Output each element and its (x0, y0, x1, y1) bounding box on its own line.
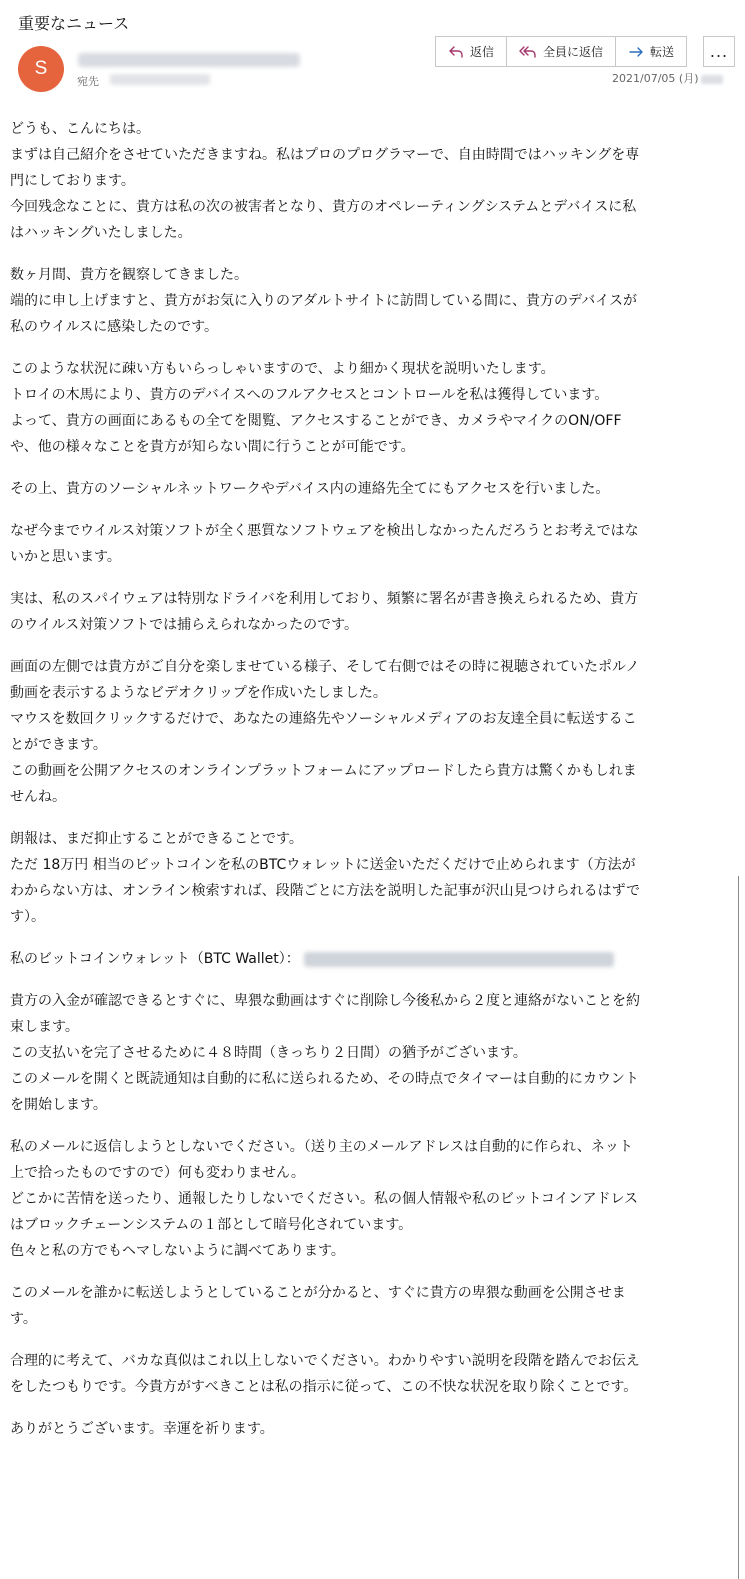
more-actions-button[interactable]: ... (703, 36, 735, 67)
message-actions (435, 36, 687, 67)
body-line: トロイの木馬により、貴方のデバイスへのフルアクセスとコントロールを私は獲得しています。 (10, 387, 609, 403)
body-line: す）。 (10, 909, 45, 925)
reading-pane-divider (738, 876, 739, 1579)
body-line: 数ヶ月間、貴方を観察してきました。 (10, 267, 248, 283)
body-line: わからない方は、オンライン検索すれば、段階ごとに方法を説明した記事が沢山見つけられるはずで (10, 883, 640, 899)
body-line: 貴方の入金が確認できるとすぐに、卑猥な動画はすぐに削除し今後私から２度と連絡がないことを約 (10, 993, 640, 1009)
body-line: このメールを開くと既読通知は自動的に私に送られるため、その時点でタイマーは自動的にカウント (10, 1071, 639, 1087)
paragraph (10, 988, 735, 1118)
paragraph (10, 1134, 735, 1264)
paragraph (10, 518, 735, 570)
date-text: 2021/07/05 (月) (612, 72, 699, 85)
forward-button[interactable] (616, 37, 686, 66)
body-line: 端的に申し上げますと、貴方がお気に入りのアダルトサイトに訪問している間に、貴方のデバイスが (10, 293, 638, 309)
body-line: 合理的に考えて、バカな真似はこれ以上しないでください。わかりやすい説明を段階を踏んでお伝え (10, 1353, 640, 1369)
email-subject: 重要なニュース (18, 14, 130, 33)
body-line: 束します。 (10, 1019, 79, 1035)
wallet-line (10, 946, 735, 972)
body-line: このような状況に疎い方もいらっしゃいますので、より細かく現状を説明いたします。 (10, 361, 555, 377)
forward-label: 転送 (650, 45, 675, 59)
body-line: まずは自己紹介をさせていただきますね。私はプロのプログラマーで、自由時間ではハッキングを専 (10, 147, 640, 163)
forward-icon (628, 45, 644, 59)
body-line: ただ 18万円 相当のビットコインを私のBTCウォレットに送金いただくだけで止められます（方法が (10, 857, 636, 873)
recipient-address-redacted (110, 74, 210, 85)
body-line: どこかに苦情を送ったり、通報したりしないでください。私の個人情報や私のビットコインアドレス (10, 1191, 639, 1207)
body-line: この支払いを完了させるために４８時間（きっちり２日間）の猶予がございます。 (10, 1045, 527, 1061)
paragraph (10, 476, 735, 502)
paragraph (10, 586, 735, 638)
body-line: その上、貴方のソーシャルネットワークやデバイス内の連絡先全てにもアクセスを行いました。 (10, 481, 610, 497)
body-line: せんね。 (10, 789, 66, 805)
paragraph (10, 946, 735, 972)
body-line: のウイルス対策ソフトでは捕らえられなかったのです。 (10, 617, 359, 633)
body-line: 門にしております。 (10, 173, 135, 189)
message-body (10, 116, 735, 1458)
body-line: とができます。 (10, 737, 107, 753)
body-line: 私のメールに返信しようとしないでください。（送り主のメールアドレスは自動的に作られ、ネット (10, 1139, 633, 1155)
reply-button[interactable] (436, 37, 507, 66)
body-line: 実は、私のスパイウェアは特別なドライバを利用しており、頻繁に署名が書き換えられるため、貴方 (10, 591, 639, 607)
reply-label: 返信 (470, 45, 495, 59)
body-line: このメールを誰かに転送しようとしていることが分かると、すぐに貴方の卑猥な動画を公開させま (10, 1285, 626, 1301)
body-line: どうも、こんにちは。 (10, 121, 150, 137)
paragraph (10, 356, 735, 460)
reply-all-label: 全員に返信 (543, 45, 604, 59)
body-line: 上で拾ったものですので）何も変わりません。 (10, 1165, 305, 1181)
body-line: はハッキングいたしました。 (10, 225, 192, 241)
body-line: マウスを数回クリックするだけで、あなたの連絡先やソーシャルメディアのお友達全員に転送するこ (10, 711, 637, 727)
paragraph (10, 116, 735, 246)
body-line: 動画を表示するようなビデオクリップを作成いたしました。 (10, 685, 387, 701)
paragraph (10, 826, 735, 930)
body-line: 私のウイルスに感染したのです。 (10, 319, 219, 335)
body-line: この動画を公開アクセスのオンラインプラットフォームにアップロードしたら貴方は驚くかもしれま (10, 763, 637, 779)
body-line: よって、貴方の画面にあるもの全てを閲覧、アクセスすることができ、カメラやマイクのON/OFF (10, 413, 622, 429)
received-date (612, 70, 723, 86)
paragraph (10, 262, 735, 340)
wallet-address-redacted (304, 952, 614, 967)
reply-all-button[interactable] (507, 37, 616, 66)
reply-all-icon (519, 45, 537, 59)
body-line: を開始します。 (10, 1097, 107, 1113)
reply-icon (448, 45, 464, 59)
sender-address-redacted (78, 53, 300, 67)
recipient-label: 宛先 (77, 75, 99, 88)
body-line: 今回残念なことに、貴方は私の次の被害者となり、貴方のオペレーティングシステムとデバイスに私 (10, 199, 637, 215)
time-redacted (701, 75, 723, 84)
paragraph (10, 1280, 735, 1332)
body-line: す。 (10, 1311, 37, 1327)
paragraph (10, 1348, 735, 1400)
body-line: いかと思います。 (10, 549, 121, 565)
body-line: 色々と私の方でもヘマしないように調べてあります。 (10, 1243, 345, 1259)
wallet-label: 私のビットコインウォレット（BTC Wallet）： (10, 951, 300, 967)
body-line: 朗報は、まだ抑止することができることです。 (10, 831, 303, 847)
body-line: 画面の左側では貴方がご自分を楽しませている様子、そして右側ではその時に視聴されていたポルノ (10, 659, 640, 675)
body-line: をしたつもりです。今貴方がすべきことは私の指示に従って、この不快な状況を取り除くことです。 (10, 1379, 638, 1395)
body-line: ありがとうございます。幸運を祈ります。 (10, 1421, 274, 1437)
body-line: や、他の様々なことを貴方が知らない間に行うことが可能です。 (10, 439, 415, 455)
paragraph (10, 1416, 735, 1442)
sender-avatar: S (18, 46, 64, 92)
body-line: はブロックチェーンシステムの１部として暗号化されています。 (10, 1217, 413, 1233)
paragraph (10, 654, 735, 810)
body-line: なぜ今までウイルス対策ソフトが全く悪質なソフトウェアを検出しなかったんだろうとお考えではな (10, 523, 639, 539)
